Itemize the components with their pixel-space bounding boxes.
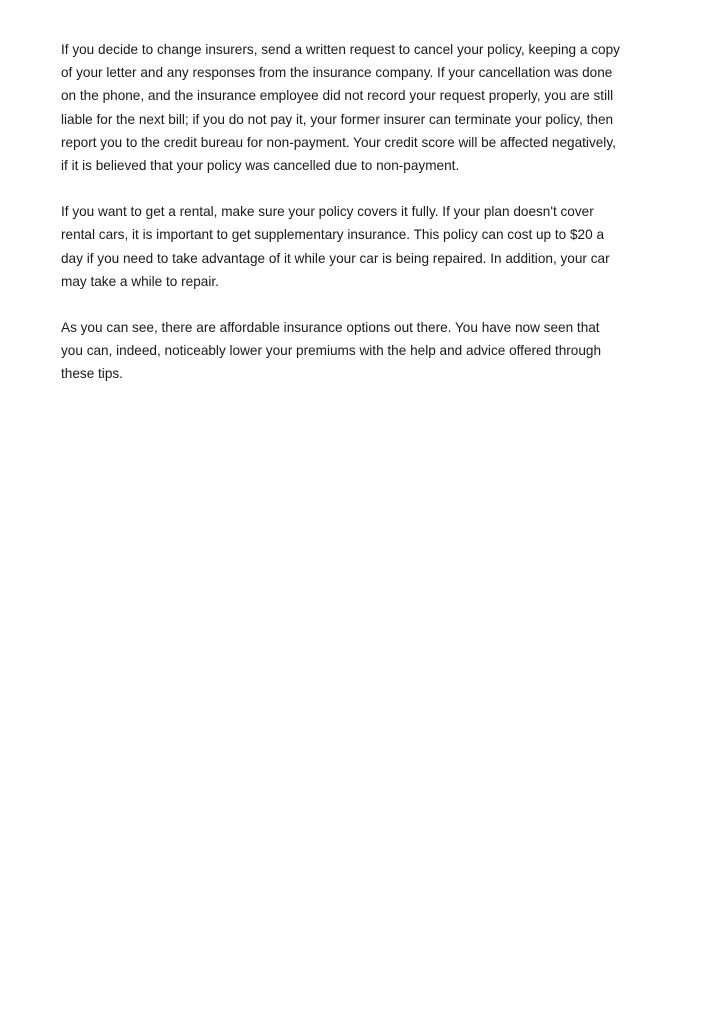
text-line: if it is believed that your policy was cancelled due to non-payment.	[61, 158, 460, 174]
text-line: liable for the next bill; if you do not pay it, your former insurer can terminate your policy, then	[61, 111, 614, 127]
text-line: may take a while to repair.	[61, 273, 219, 289]
text-line: day if you need to take advantage of it while your car is being repaired. In addition, your car	[61, 250, 610, 266]
paragraph-rental-coverage	[61, 200, 678, 293]
text-line: rental cars, it is important to get supplementary insurance. This policy can cost up to $20 a	[61, 227, 605, 243]
text-line: If you want to get a rental, make sure your policy covers it fully. If your plan doesn't cover	[61, 204, 594, 220]
text-line: of your letter and any responses from the insurance company. If your cancellation was done	[61, 65, 613, 81]
text-line: these tips.	[61, 366, 123, 382]
paragraph-conclusion	[61, 316, 678, 386]
text-line: If you decide to change insurers, send a written request to cancel your policy, keeping a copy	[61, 42, 620, 57]
text-line: on the phone, and the insurance employee did not record your request properly, you are still	[61, 88, 614, 104]
text-line: report you to the credit bureau for non-payment. Your credit score will be affected negatively,	[61, 134, 616, 150]
paragraph-cancel-policy	[61, 38, 678, 177]
text-line: As you can see, there are affordable insurance options out there. You have now seen that	[61, 320, 600, 336]
text-line: you can, indeed, noticeably lower your premiums with the help and advice offered through	[61, 343, 602, 359]
